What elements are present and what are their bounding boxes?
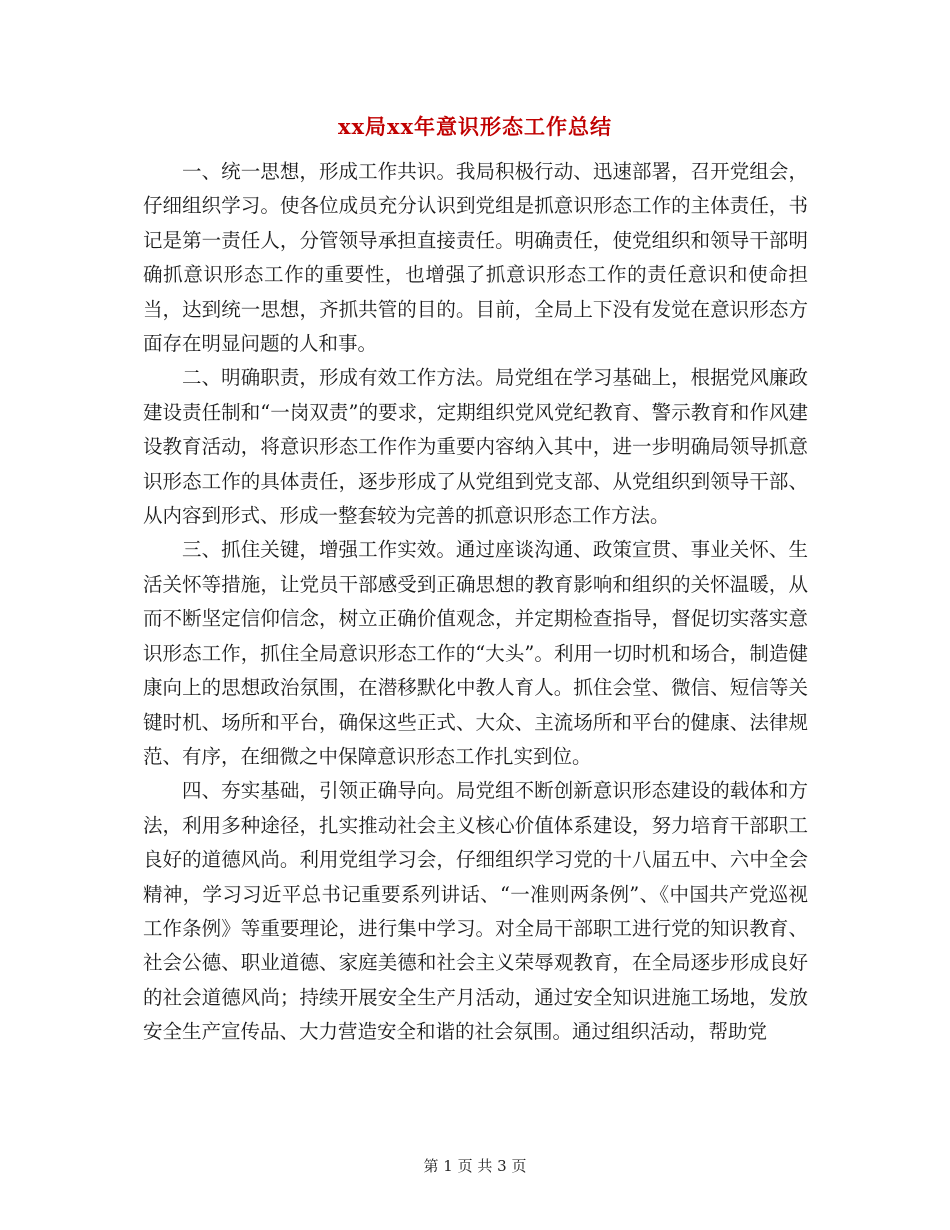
paragraph-1: 一、统一思想，形成工作共识。我局积极行动、迅速部署，召开党组会，仔细组织学习。使各位成员充分认识到党组是抓意识形态工作的主体责任，书记是第一责任人，分管领导承担直接责任。明确责任，使党组织和领导干部明确抓意识形态工作的重要性，也增强了抓意识形态工作的责任意识和使命担当，达到统一思想，齐抓共管的目的。目前，全局上下没有发觉在意识形态方面存在明显问题的人和事。 — [143, 160, 808, 356]
document-body — [143, 155, 808, 1050]
page-footer: 第 1 页 共 3 页 — [423, 1157, 527, 1175]
paragraph-4: 四、夯实基础，引领正确导向。局党组不断创新意识形态建设的载体和方法，利用多种途径，扎实推动社会主义核心价值体系建设，努力培育干部职工良好的道德风尚。利用党组学习会，仔细组织学习党的十八届五中、六中全会精神，学习习近平总书记重要系列讲话、“一准则两条例”、《中国共产党巡视工作条例》等重要理论，进行集中学习。对全局干部职工进行党的知识教育、社会公德、职业道德、家庭美德和社会主义荣辱观教育，在全局逐步形成良好的社会道德风尚；持续开展安全生产月活动，通过安全知识进施工场地，发放安全生产宣传品、大力营造安全和谐的社会氛围。通过组织活动，帮助党 — [143, 779, 808, 1044]
document-title: xx局xx年意识形态工作总结 — [337, 114, 613, 139]
paragraph-3: 三、抓住关键，增强工作实效。通过座谈沟通、政策宣贯、事业关怀、生活关怀等措施，让党员干部感受到正确思想的教育影响和组织的关怀温暖，从而不断坚定信仰信念，树立正确价值观念，并定期检查指导，督促切实落实意识形态工作，抓住全局意识形态工作的“大头”。利用一切时机和场合，制造健康向上的思想政治氛围，在潜移默化中教人育人。抓住会堂、微信、短信等关键时机、场所和平台，确保这些正式、大众、主流场所和平台的健康、法律规范、有序，在细微之中保障意识形态工作扎实到位。 — [143, 538, 808, 768]
paragraph-2: 二、明确职责，形成有效工作方法。局党组在学习基础上，根据党风廉政建设责任制和“一岗双责”的要求，定期组织党风党纪教育、警示教育和作风建设教育活动，将意识形态工作作为重要内容纳入其中，进一步明确局领导抓意识形态工作的具体责任，逐步形成了从党组到党支部、从党组织到领导干部、从内容到形式、形成一整套较为完善的抓意识形态工作方法。 — [143, 366, 808, 528]
